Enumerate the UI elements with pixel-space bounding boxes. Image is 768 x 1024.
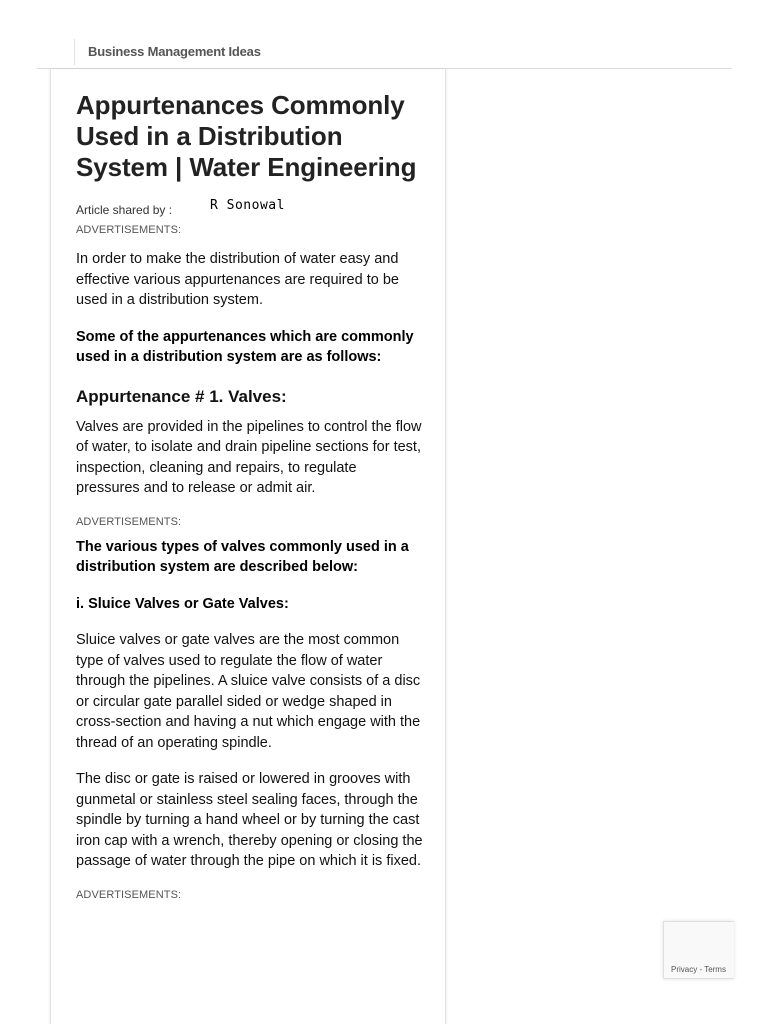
advertisement-label: ADVERTISEMENTS: (76, 888, 182, 901)
sluice-valves-paragraph-2: The disc or gate is raised or lowered in grooves with gunmetal or stainless steel sealing faces, through the spindle by turning a hand wheel or by turning the cast iron cap with a wrench, thereby opening or closing the passage of water through the pipe on which it is fixed. (76, 771, 423, 869)
article-title: Appurtenances Commonly Used in a Distribution System | Water Engineering (76, 90, 417, 182)
header-divider (74, 39, 75, 65)
recaptcha-privacy-terms-links[interactable]: Privacy - Terms (671, 965, 726, 974)
article-card (50, 69, 446, 1024)
intro-strong-paragraph: Some of the appurtenances which are commonly used in a distribution system are as follows: (76, 328, 414, 365)
intro-paragraph: In order to make the distribution of water easy and effective various appurtenances are required to be used in a distribution system. (76, 251, 399, 308)
recaptcha-badge[interactable] (663, 921, 734, 979)
valves-types-intro: The various types of valves commonly used in a distribution system are described below: (76, 538, 409, 575)
subsection-heading-sluice-valves: i. Sluice Valves or Gate Valves: (76, 595, 289, 612)
sluice-valves-paragraph: Sluice valves or gate valves are the most common type of valves used to regulate the flow of water through the pipelines. A sluice valve consists of a disc or circular gate parallel sided or wedge shaped in cross-section and having a nut which engage with the thread of an operating spindle. (76, 632, 421, 751)
valves-paragraph: Valves are provided in the pipelines to control the flow of water, to isolate and drain pipeline sections for test, inspection, cleaning and repairs, to regulate pressures and to release or admit air. (76, 418, 422, 496)
article-content (76, 90, 424, 901)
site-header (0, 0, 768, 69)
advertisement-label: ADVERTISEMENTS: (76, 224, 182, 236)
site-title-link[interactable]: Business Management Ideas (88, 44, 261, 59)
advertisement-label: ADVERTISEMENTS: (76, 515, 182, 528)
section-heading-valves: Appurtenance # 1. Valves: (76, 386, 287, 406)
author-name: R Sonowal (210, 198, 285, 213)
byline (76, 196, 424, 222)
byline-label: Article shared by : (76, 203, 173, 217)
